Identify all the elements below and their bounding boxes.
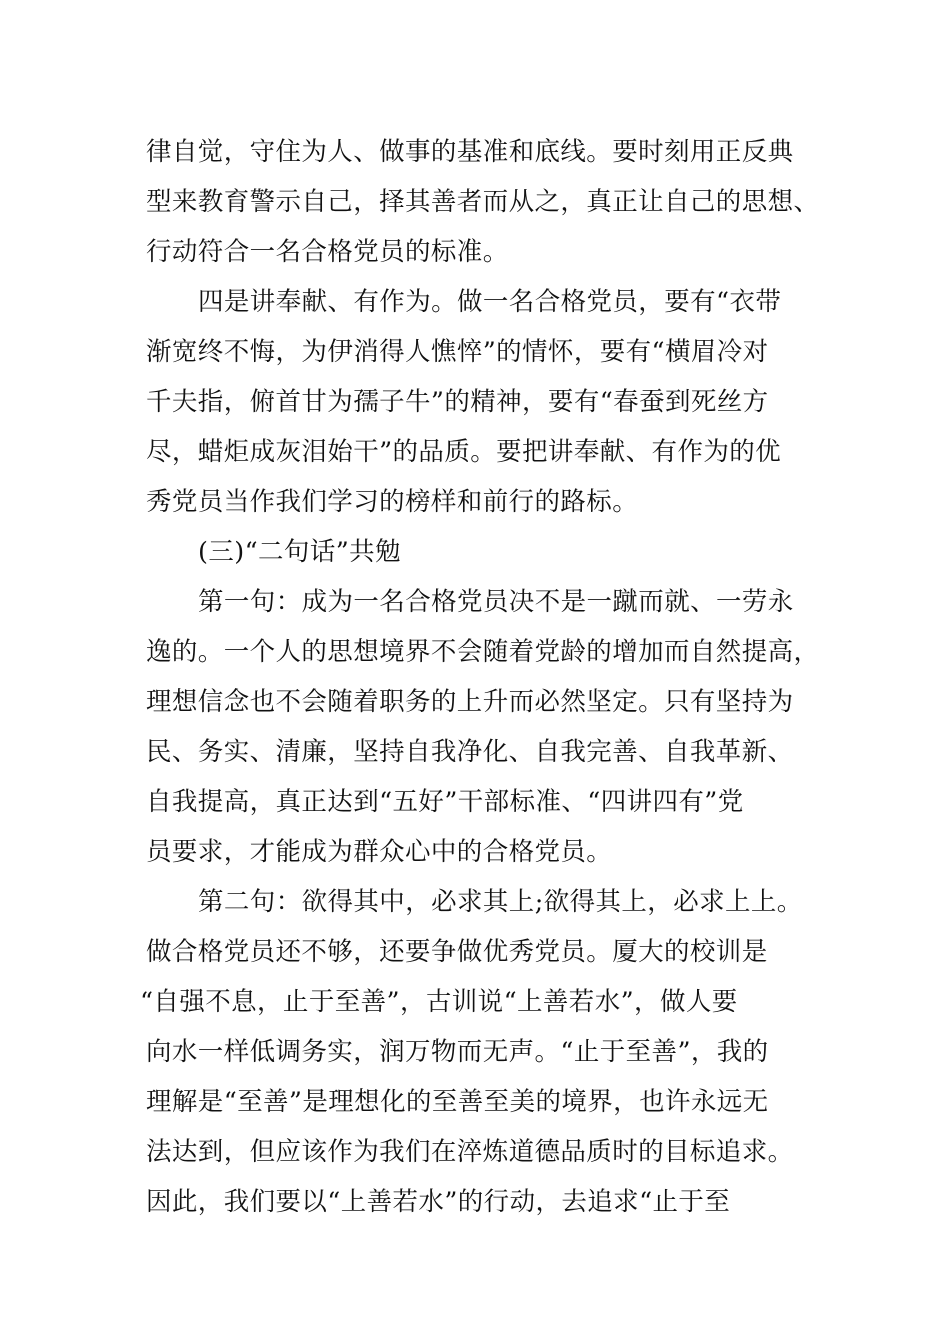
paragraph-line: 行动符合一名合格党员的标准。 xyxy=(146,237,509,267)
paragraph-line: 尽，蜡炬成灰泪始干”的品质。要把讲奉献、有作为的优 xyxy=(146,437,782,467)
paragraph-line: 员要求，才能成为群众心中的合格党员。 xyxy=(146,837,613,867)
paragraph-line: 第二句：欲得其中，必求其上;欲得其上，必求上上。 xyxy=(198,887,803,917)
paragraph-line: 自我提高，真正达到“五好”干部标准、“四讲四有”党 xyxy=(146,787,744,817)
paragraph-line: 法达到，但应该作为我们在淬炼道德品质时的目标追求。 xyxy=(146,1137,794,1167)
paragraph-line: 民、务实、清廉，坚持自我净化、自我完善、自我革新、 xyxy=(146,737,794,767)
paragraph-line: “自强不息，止于至善”，古训说“上善若水”，做人要 xyxy=(140,987,738,1017)
paragraph-line: 理解是“至善”是理想化的至善至美的境界，也许永远无 xyxy=(146,1087,769,1117)
paragraph-line: 向水一样低调务实，润万物而无声。“止于至善”，我的 xyxy=(146,1037,769,1067)
paragraph-line: 做合格党员还不够，还要争做优秀党员。厦大的校训是 xyxy=(146,937,768,967)
paragraph-line: 逸的。一个人的思想境界不会随着党龄的增加而自然提高， xyxy=(146,637,820,667)
paragraph-line: 千夫指，俯首甘为孺子牛”的精神，要有“春蚕到死丝方 xyxy=(146,387,769,417)
paragraph-line: 四是讲奉献、有作为。做一名合格党员，要有“衣带 xyxy=(198,287,782,317)
paragraph-line: 第一句：成为一名合格党员决不是一蹴而就、一劳永 xyxy=(198,587,794,617)
paragraph-line: 理想信念也不会随着职务的上升而必然坚定。只有坚持为 xyxy=(146,687,794,717)
section-heading: (三)“二句话”共勉 xyxy=(198,537,401,567)
paragraph-line: 律自觉，守住为人、做事的基准和底线。要时刻用正反典 xyxy=(146,137,794,167)
paragraph-line: 秀党员当作我们学习的榜样和前行的路标。 xyxy=(146,487,639,517)
paragraph-line: 渐宽终不悔，为伊消得人憔悴”的情怀，要有“横眉冷对 xyxy=(146,337,769,367)
paragraph-line: 因此，我们要以“上善若水”的行动，去追求“止于至 xyxy=(146,1187,731,1217)
paragraph-line: 型来教育警示自己，择其善者而从之，真正让自己的思想、 xyxy=(146,187,820,217)
